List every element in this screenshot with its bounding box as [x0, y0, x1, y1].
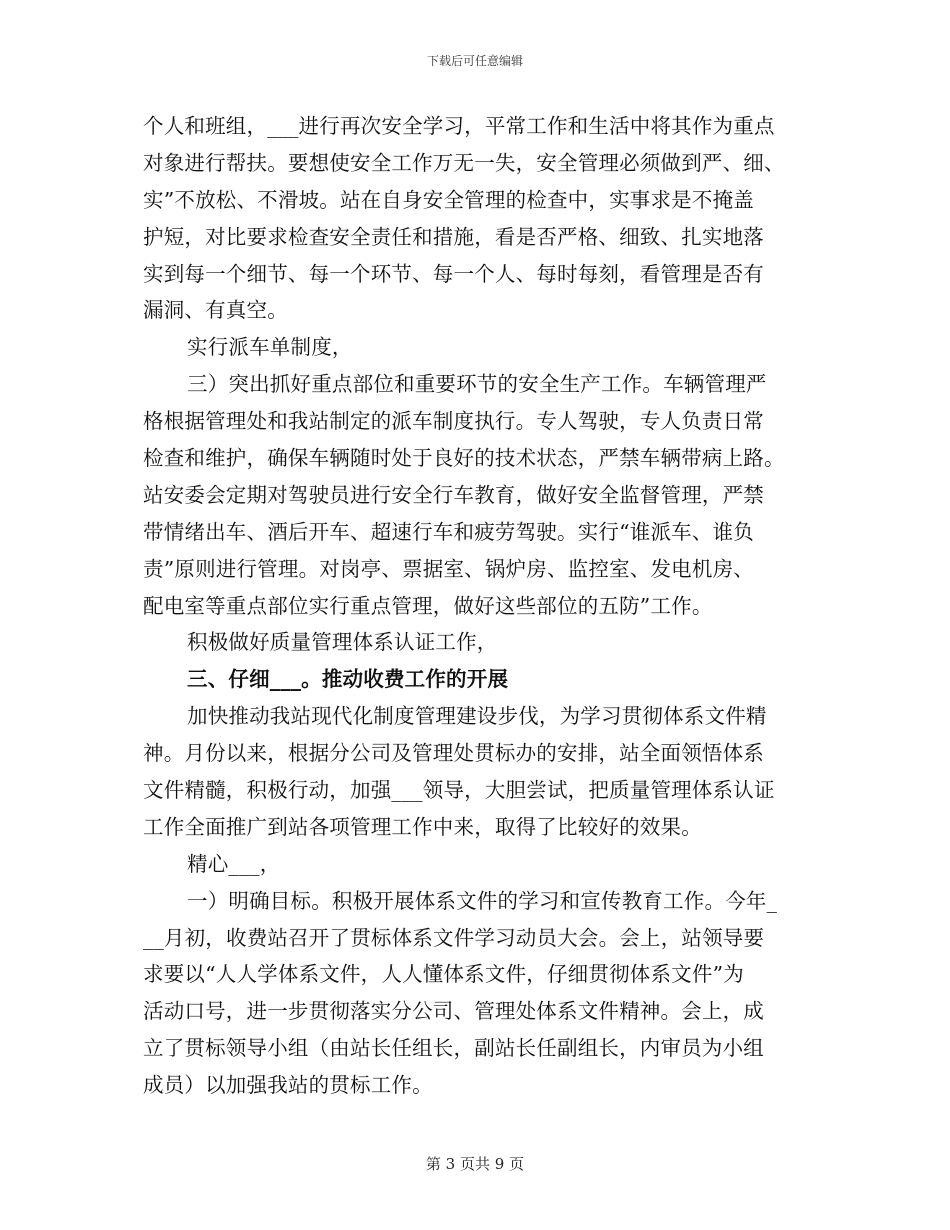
text-line: 对象进行帮扶。要想使安全工作万无一失，安全管理必须做到严、细、: [143, 150, 785, 175]
text-line: 成员）以加强我站的贯标工作。: [143, 1073, 433, 1098]
text-line: 工作全面推广到站各项管理工作中来，取得了比较好的效果。: [143, 814, 702, 839]
text-line: 实行派车单制度，: [187, 335, 353, 360]
text-line: 站安委会定期对驾驶员进行安全行车教育，做好安全监督管理，严禁: [143, 482, 764, 507]
text-line: 三）突出抓好重点部位和重要环节的安全生产工作。车辆管理严: [187, 372, 767, 397]
text-line: 格根据管理处和我站制定的派车制度执行。专人驾驶，专人负责日常: [143, 409, 764, 434]
text-line: 立了贯标领导小组（由站长任组长，副站长任副组长，内审员为小组: [143, 1036, 764, 1061]
document-body: [143, 108, 811, 1104]
text-line: 实到每一个细节、每一个环节、每一个人、每时每刻，看管理是否有: [143, 261, 764, 286]
section-heading: 三、仔细___。推动收费工作的开展: [187, 667, 509, 692]
text-line: 带情绪出车、酒后开车、超速行车和疲劳驾驶。实行“谁派车、谁负: [143, 519, 754, 544]
text-line: 神。月份以来，根据分公司及管理处贯标办的安排，站全面领悟体系: [143, 741, 764, 766]
text-line: __月初，收费站召开了贯标体系文件学习动员大会。会上，站领导要: [143, 925, 765, 950]
text-line: 文件精髓，积极行动，加强___领导，大胆尝试，把质量管理体系认证: [143, 778, 775, 803]
text-line: 精心___，: [187, 851, 281, 876]
text-line: 积极做好质量管理体系认证工作，: [187, 630, 498, 655]
text-line: 一）明确目标。积极开展体系文件的学习和宣传教育工作。今年_: [187, 888, 778, 913]
text-line: 求要以“人人学体系文件，人人懂体系文件，仔细贯彻体系文件”为: [143, 962, 744, 987]
text-line: 护短，对比要求检查安全责任和措施，看是否严格、细致、扎实地落: [143, 224, 764, 249]
text-line: 个人和班组，___进行再次安全学习，平常工作和生活中将其作为重点: [143, 114, 775, 138]
page-header: 下载后可任意编辑: [426, 54, 523, 68]
text-line: 漏洞、有真空。: [143, 298, 288, 323]
text-line: 配电室等重点部位实行重点管理，做好这些部位的五防”工作。: [143, 593, 713, 618]
text-line: 责”原则进行管理。对岗亭、票据室、锅炉房、监控室、发电机房、: [143, 556, 754, 581]
page-number: 第 3 页共 9 页: [425, 1155, 525, 1173]
text-line: 检查和维护，确保车辆随时处于良好的技术状态，严禁车辆带病上路。: [143, 446, 785, 471]
text-line: 活动口号，进一步贯彻落实分公司、管理处体系文件精神。会上，成: [143, 999, 764, 1024]
text-line: 实”不放松、不滑坡。站在自身安全管理的检查中，实事求是不掩盖: [143, 187, 754, 212]
text-line: 加快推动我站现代化制度管理建设步伐，为学习贯彻体系文件精: [187, 704, 767, 729]
